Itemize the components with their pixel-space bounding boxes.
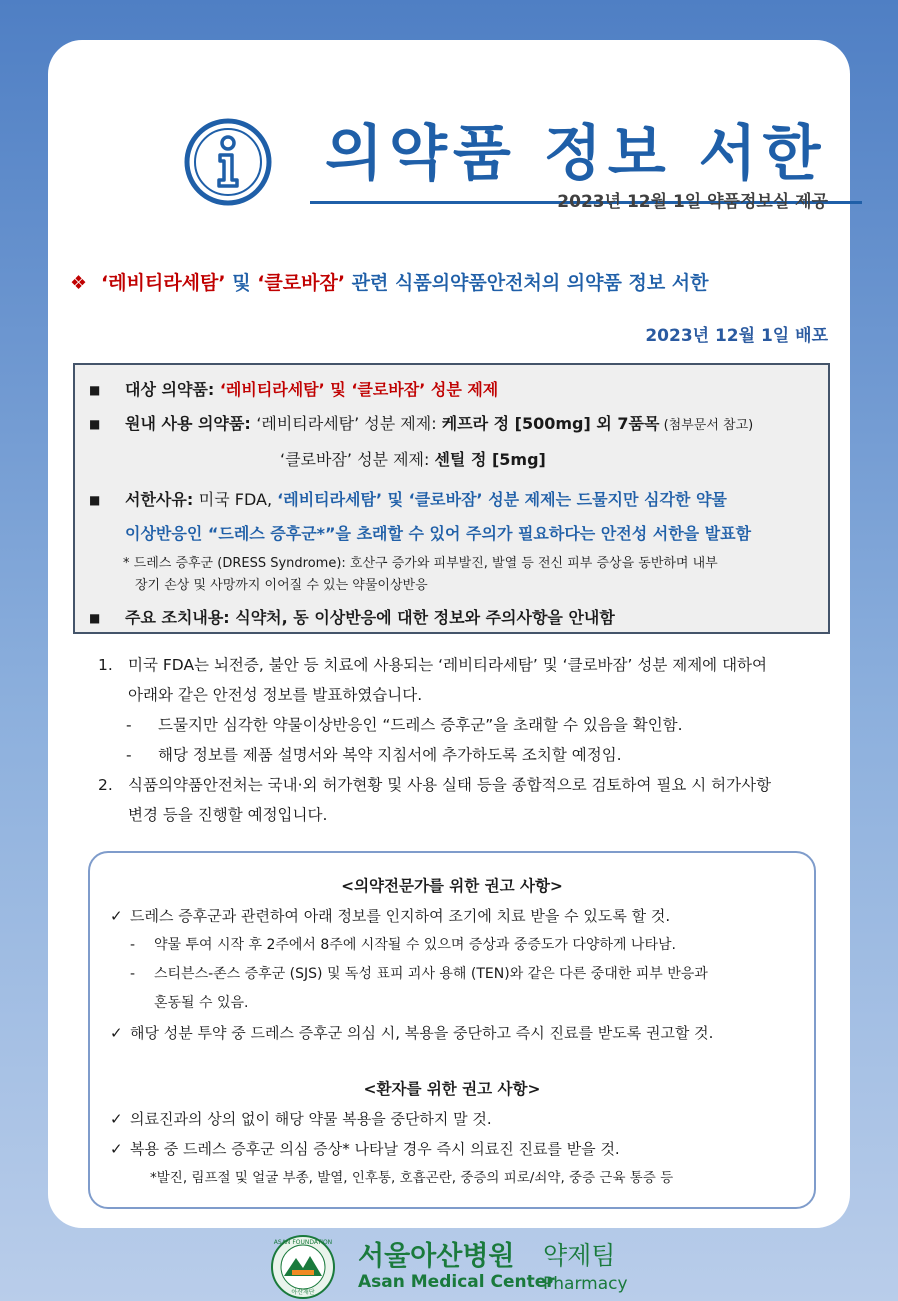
square-bullet-icon: ■ [89,383,101,397]
pro-item-1-sub-2-line-b: 혼동될 수 있음. [154,995,249,1011]
item2-line-1: 식품의약품안전처는 국내·외 허가현황 및 사용 실태 등을 종합적으로 검토하여 필요 시 허가사항 [128,776,772,794]
inhouse-2-value: 센틸 정 [5mg] [434,450,546,469]
item-number: 2. [98,776,113,794]
reason-row [85,483,828,517]
pro-item-1-sub-2 [110,960,794,1018]
item-number: 1. [98,656,113,674]
hospital-name-ko: 서울아산병원 [358,1241,515,1272]
inhouse-1-note: (첨부문서 참고) [659,418,754,433]
recommendation-box [88,851,816,1209]
patient-item-1 [110,1104,794,1134]
check-icon: ✓ [110,1140,123,1158]
pro-item-2-text: 해당 성분 투약 중 드레스 증후군 의심 시, 복용을 중단하고 즉시 진료를 받도록 권고할 것. [130,1024,714,1042]
pro-item-1-sub-1-text: 약물 투여 시작 후 2주에서 8주에 시작될 수 있으며 증상과 중증도가 다양하게 나타남. [154,937,676,953]
dress-note-line-2: 장기 손상 및 사망까지 이어질 수 있는 약물이상반응 [135,578,428,593]
page-title: 의약품 정보 서한 [325,119,827,189]
summary-box [73,363,830,634]
body-list [98,650,818,830]
square-bullet-icon: ■ [89,493,101,507]
team-name-ko: 약제팀 [543,1241,616,1270]
check-icon: ✓ [110,907,123,925]
patient-item-2-text: 복용 중 드레스 증후군 의심 증상* 나타날 경우 즉시 의료진 진료를 받을 것. [130,1140,620,1158]
headline-and: 및 [225,272,258,294]
action-text: 주요 조치내용: 식약처, 동 이상반응에 대한 정보와 주의사항을 안내함 [125,608,615,627]
body-item-1 [98,650,818,710]
item1-line-2: 아래와 같은 안전성 정보를 발표하였습니다. [128,686,423,704]
info-icon [182,116,274,208]
target-value: ‘레비티라세탐’ 및 ‘클로바잠’ 성분 제제 [219,380,499,399]
target-label: 대상 의약품: [125,380,220,399]
dash-mark: - [130,937,136,953]
team-name-en: Pharmacy [543,1274,628,1294]
logo-ring-text: ASAN FOUNDATION [273,1239,333,1246]
footer [270,1234,670,1296]
target-row [85,373,828,407]
asan-foundation-logo-icon [270,1234,336,1300]
inhouse-row-2 [85,443,828,477]
reason-row-2 [85,517,828,551]
check-icon: ✓ [110,1110,123,1128]
item1-line-1: 미국 FDA는 뇌전증, 불안 등 치료에 사용되는 ‘레비티라세탐’ 및 ‘클로바잠’ 성분 제제에 대하여 [128,656,767,674]
check-icon: ✓ [110,1024,123,1042]
reason-line-1: ‘레비티라세탐’ 및 ‘클로바잠’ 성분 제제는 드물지만 심각한 약물 [277,490,727,509]
distribution-date: 2023년 12월 1일 배포 [645,326,828,346]
patient-item-1-text: 의료진과의 상의 없이 해당 약물 복용을 중단하지 말 것. [130,1110,492,1128]
pro-recommendation-title: <의약전문가를 위한 권고 사항> [341,877,563,895]
dash-mark: - [130,966,136,982]
hospital-name-en: Asan Medical Center [358,1272,555,1292]
inhouse-1-value: 케프라 정 [500mg] 외 7품목 [441,414,660,433]
pro-item-1-text: 드레스 증후군과 관련하여 아래 정보를 인지하여 조기에 치료 받을 수 있도록 할 것. [130,907,671,925]
inhouse-label: 원내 사용 의약품: [125,414,257,433]
letter-card [48,40,850,1228]
inhouse-row [85,407,828,443]
provider-date: 2023년 12월 1일 약품정보실 제공 [557,192,828,212]
headline-rest: 관련 식품의약품안전처의 의약품 정보 서한 [345,272,709,294]
inhouse-2-prefix: ‘클로바잠’ 성분 제제: [280,450,435,469]
pro-item-1-sub-2-line-a: 스티븐스-존스 증후군 (SJS) 및 독성 표피 괴사 용해 (TEN)와 같은 다른 중대한 피부 반응과 [154,966,708,982]
square-bullet-icon: ■ [89,417,101,431]
item1-dash-1-text: 드물지만 심각한 약물이상반응인 “드레스 증후군”을 초래할 수 있음을 확인함. [158,716,683,734]
reason-prefix: 미국 FDA, [198,490,278,509]
dash-mark: - [126,716,132,734]
inhouse-1-prefix: ‘레비티라세탐’ 성분 제제: [256,414,442,433]
pro-item-1-sub-1 [110,931,794,960]
body-item-2 [98,770,818,830]
patient-item-2 [110,1134,794,1164]
reason-label: 서한사유: [125,490,199,509]
item1-dash-1 [98,710,818,740]
dress-note-line-1: * 드레스 증후군 (DRESS Syndrome): 호산구 증가와 피부발진, 발열 등 전신 피부 증상을 동반하며 내부 [123,556,718,571]
logo-sub-text: 아산재단 [291,1289,315,1296]
item1-dash-2-text: 해당 정보를 제품 설명서와 복약 지침서에 추가하도록 조치할 예정임. [158,746,622,764]
headline-drug-2: ‘클로바잠’ [257,272,346,294]
dash-mark: - [126,746,132,764]
action-row [85,601,828,635]
item2-line-2: 변경 등을 진행할 예정입니다. [128,806,328,824]
square-bullet-icon: ■ [89,611,101,625]
patient-recommendation-title: <환자를 위한 권고 사항> [363,1080,541,1098]
dress-note [85,553,828,597]
headline [70,268,709,295]
item1-dash-2 [98,740,818,770]
reason-line-2: 이상반응인 “드레스 증후군*”을 초래할 수 있어 주의가 필요하다는 안전성 서한을 발표함 [125,524,752,543]
pro-item-2 [110,1018,794,1048]
pro-item-1 [110,901,794,931]
diamond-bullet-icon: ❖ [70,272,88,294]
headline-drug-1: ‘레비티라세탐’ [101,272,226,294]
patient-footnote: *발진, 림프절 및 얼굴 부종, 발열, 인후통, 호흡곤란, 중증의 피로/쇠약, 중증 근육 통증 등 [150,1170,674,1186]
